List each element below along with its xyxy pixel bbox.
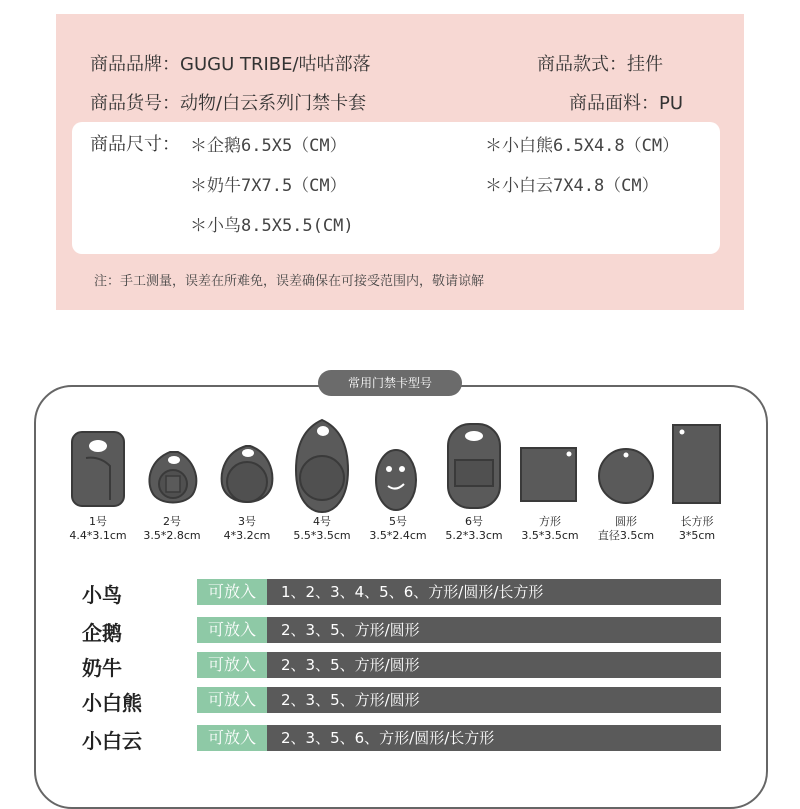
card-square-label: 方形 3.5*3.5cm [521, 515, 579, 542]
size-cloud: ＊小白云7X4.8（CM） [485, 176, 659, 196]
spec-brand: 商品品牌：GUGU TRIBE/咕咕部落 [90, 54, 371, 75]
size-bird: ＊小鸟8.5X5.5(CM) [190, 216, 354, 236]
fit-cards: 1、2、3、4、5、6、方形/圆形/长方形 [281, 583, 544, 601]
card-round-label: 圆形 直径3.5cm [597, 515, 655, 542]
card-rect-label: 长方形 3*5cm [678, 515, 716, 542]
size-label: 商品尺寸： [90, 134, 180, 155]
card-6-icon [448, 424, 500, 508]
size-cow: ＊奶牛7X7.5（CM） [190, 176, 347, 196]
card-square-icon [521, 448, 576, 501]
card-2-icon [149, 452, 196, 503]
fit-tag: 可放入 [197, 725, 267, 751]
card-5-icon [376, 450, 416, 510]
fit-row-penguin [197, 617, 721, 643]
fit-row-cloud [197, 725, 721, 751]
measurement-note: 注：手工测量，误差在所难免，误差确保在可接受范围内，敬请谅解 [94, 274, 485, 289]
card-rect-icon [673, 425, 720, 503]
fit-row-bird [197, 579, 721, 605]
fit-tag: 可放入 [197, 579, 267, 605]
card-4-icon [296, 420, 348, 512]
fit-animal-penguin: 企鹅 [82, 621, 122, 645]
spec-material: 商品面料：PU [569, 93, 684, 114]
fit-tag: 可放入 [197, 687, 267, 713]
card-3-icon [222, 446, 273, 502]
fit-animal-bird: 小鸟 [82, 583, 122, 607]
fit-tag: 可放入 [197, 652, 267, 678]
fit-animal-bear: 小白熊 [82, 691, 142, 715]
card-6-label: 6号 5.2*3.3cm [445, 515, 503, 542]
fit-animal-cloud: 小白云 [82, 729, 142, 753]
spec-sku: 商品货号：动物/白云系列门禁卡套 [90, 93, 367, 114]
card-5-label: 5号 3.5*2.4cm [369, 515, 427, 542]
fit-cards: 2、3、5、6、方形/圆形/长方形 [281, 729, 495, 747]
card-1-icon [72, 432, 124, 506]
card-section-title: 常用门禁卡型号 [318, 370, 462, 396]
fit-row-bear [197, 687, 721, 713]
fit-cards: 2、3、5、方形/圆形 [281, 691, 420, 709]
fit-animal-cow: 奶牛 [82, 656, 122, 680]
fit-cards: 2、3、5、方形/圆形 [281, 621, 420, 639]
card-3-label: 3号 4*3.2cm [223, 515, 271, 542]
card-1-label: 1号 4.4*3.1cm [69, 515, 127, 542]
card-2-label: 2号 3.5*2.8cm [143, 515, 201, 542]
size-penguin: ＊企鹅6.5X5（CM） [190, 136, 347, 156]
fit-cards: 2、3、5、方形/圆形 [281, 656, 420, 674]
fit-row-cow [197, 652, 721, 678]
spec-style: 商品款式：挂件 [537, 54, 663, 75]
fit-tag: 可放入 [197, 617, 267, 643]
card-round-icon [599, 449, 653, 503]
card-4-label: 4号 5.5*3.5cm [293, 515, 351, 542]
size-bear: ＊小白熊6.5X4.8（CM） [485, 136, 680, 156]
